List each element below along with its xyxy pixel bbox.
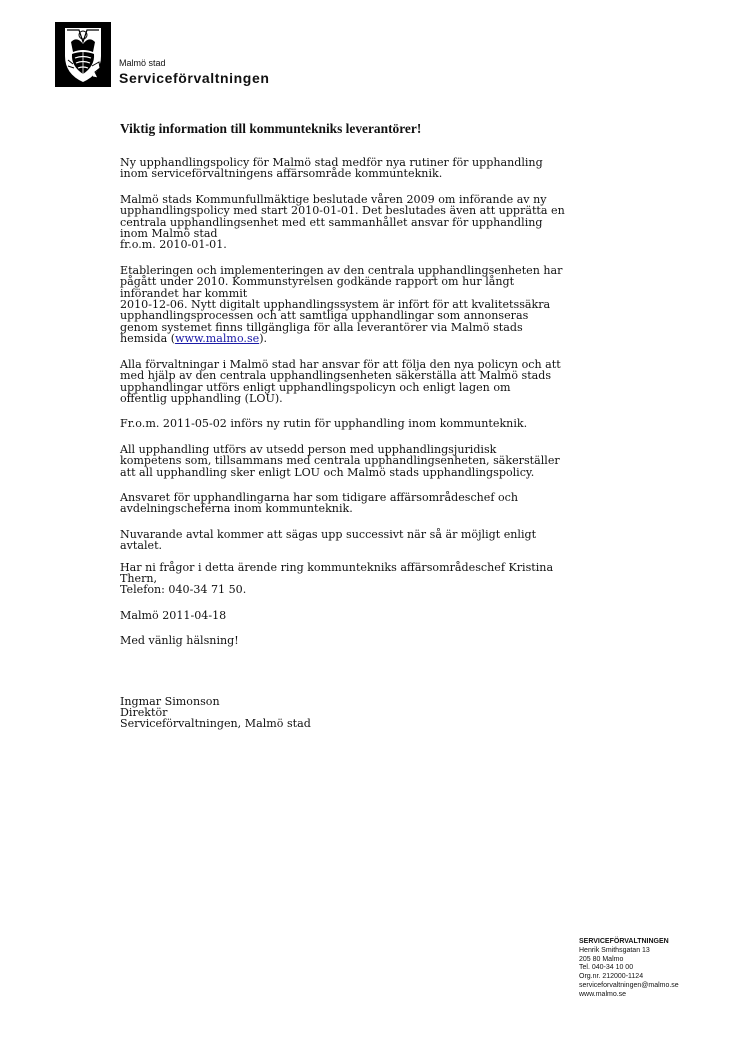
paragraph-4 (120, 359, 595, 405)
paragraph-7 (120, 492, 595, 515)
paragraph-9 (120, 562, 595, 596)
org-name: Serviceförvaltningen (119, 70, 270, 86)
text-line: inom Malmö stad (120, 227, 218, 241)
text-line: pågått under 2010. Kommunstyrelsen godkände rapport om hur långt (120, 275, 515, 289)
malmo-coat-of-arms-logo (55, 22, 111, 87)
text-line: Nuvarande avtal kommer att sägas upp successivt när så är möjligt enligt (120, 527, 537, 541)
text-line: upphandlingsprocessen och att samtliga upphandlingar som annonseras (120, 309, 529, 323)
text-line: upphandlingar utförs enligt upphandlingspolicyn och enligt lagen om (120, 380, 511, 394)
text-line: inom serviceförvaltningens affärsområde kommunteknik. (120, 167, 443, 181)
text-line: Ny upphandlingspolicy för Malmö stad medför nya rutiner för upphandling (120, 156, 543, 169)
org-label: Malmö stad (119, 58, 166, 68)
text-line: Malmö stads Kommunfullmäktige beslutade våren 2009 om införande av ny (120, 192, 547, 206)
malmo-website-link[interactable]: www.malmo.se (175, 332, 260, 346)
footer-phone: Tel. 040-34 10 00 (579, 964, 634, 972)
signature-department: Serviceförvaltningen, Malmö stad (120, 717, 311, 731)
text-line: Malmö 2011-04-18 (120, 608, 227, 622)
text-line: med hjälp av den centrala upphandlingsenheten säkerställa att Malmö stads (120, 369, 552, 383)
footer-web: www.malmo.se (579, 990, 627, 998)
text-line: Alla förvaltningar i Malmö stad har ansvar för att följa den nya policyn och att (120, 357, 561, 371)
footer-postal: 205 80 Malmo (579, 955, 624, 963)
footer-email: serviceforvaltningen@malmo.se (579, 981, 679, 989)
text-fragment: hemsida ( (120, 332, 176, 346)
signature-name: Ingmar Simonson (120, 694, 220, 708)
text-line: Thern, (120, 571, 158, 585)
paragraph-6 (120, 444, 595, 478)
letter-body (120, 121, 595, 744)
text-line: upphandlingspolicy med start 2010-01-01. Det beslutades även att upprätta en (120, 204, 565, 218)
text-line-with-link (120, 333, 595, 344)
text-line: 2010-12-06. Nytt digitalt upphandlingssystem är infört för att kvalitetssäkra (120, 298, 551, 312)
signature-block (120, 696, 595, 730)
text-line: avtalet. (120, 539, 163, 553)
text-line: Har ni frågor i detta ärende ring kommuntekniks affärsområdeschef Kristina (120, 560, 554, 574)
text-line: kompetens som, tillsammans med centrala upphandlingsenheten, säkerställer (120, 454, 560, 468)
text-line: avdelningscheferna inom kommunteknik. (120, 502, 353, 516)
text-line: genom systemet finns tillgängliga för alla leverantörer via Malmö stads (120, 320, 523, 334)
text-line: Etableringen och implementeringen av den centrala upphandlingsenheten har (120, 263, 563, 277)
text-line: införandet har kommit (120, 286, 248, 300)
text-line: Ansvaret för upphandlingarna har som tidigare affärsområdeschef och (120, 490, 519, 504)
text-line: Fr.o.m. 2011-05-02 införs ny rutin för upphandling inom kommunteknik. (120, 417, 528, 431)
paragraph-3 (120, 265, 595, 345)
footer-orgnr: Org.nr. 212000-1124 (579, 973, 644, 981)
paragraph-1 (120, 157, 595, 180)
contact-footer (579, 938, 679, 1000)
text-line: centrala upphandlingsenhet med ett sammanhållet ansvar för upphandling (120, 215, 543, 229)
paragraph-8 (120, 529, 595, 552)
closing-greeting (120, 635, 595, 646)
footer-org-name: SERVICEFÖRVALTNINGEN (579, 938, 669, 945)
paragraph-5 (120, 418, 595, 429)
signature-role: Direktör (120, 706, 168, 719)
text-fragment: ). (259, 332, 268, 346)
text-line: Telefon: 040-34 71 50. (120, 583, 247, 597)
text-line: offentlig upphandling (LOU). (120, 391, 283, 405)
text-line: att all upphandling sker enligt LOU och Malmö stads upphandlingspolicy. (120, 465, 535, 479)
text-line: fr.o.m. 2010-01-01. (120, 238, 227, 252)
text-line: All upphandling utförs av utsedd person med upphandlingsjuridisk (120, 442, 497, 456)
paragraph-2 (120, 194, 595, 251)
letter-date (120, 610, 595, 621)
letter-title: Viktig information till kommuntekniks leverantörer! (120, 121, 422, 136)
footer-street: Henrik Smithsgatan 13 (579, 946, 650, 954)
text-line: Med vänlig hälsning! (120, 634, 239, 648)
